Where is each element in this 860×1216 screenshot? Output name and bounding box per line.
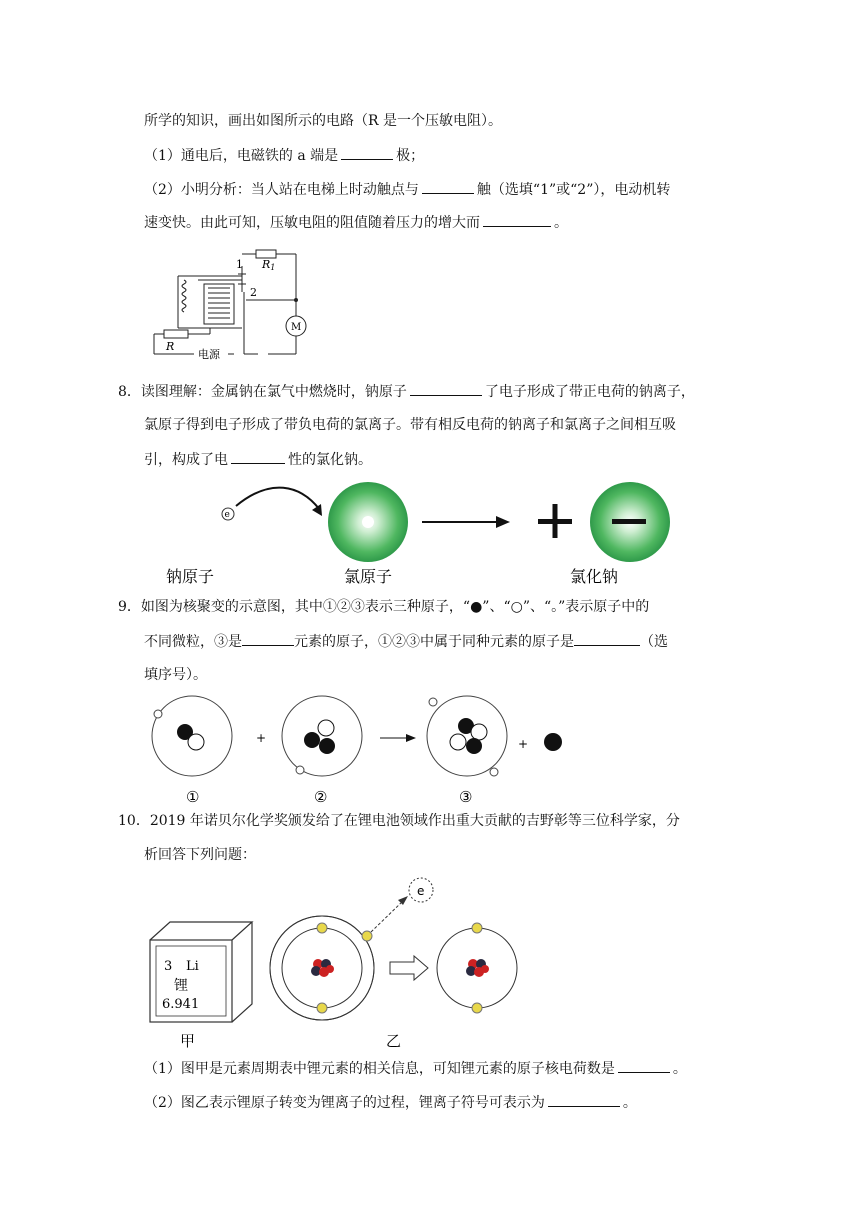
q8-line3-after: 性的氯化钠。 (288, 452, 372, 468)
q8-blank1[interactable] (410, 381, 482, 396)
plus-sign-1: + (256, 731, 267, 745)
q10-line1-text: 2019 年诺贝尔化学奖颁发给了在锂电池领域作出重大贡献的吉野彰等三位科学家，分 (149, 813, 680, 829)
q9-line2-c: （选 (640, 634, 668, 650)
q10-line1 (118, 811, 680, 831)
q8-line1-after: 了电子形成了带正电荷的钠离子， (484, 384, 695, 400)
nucleus-icon (311, 959, 334, 977)
q10-sub2 (144, 1092, 637, 1113)
reaction-arrow-icon (496, 516, 510, 528)
q9-line2-a: 不同微粒，③是 (144, 634, 242, 650)
label-jia: 甲 (180, 1032, 196, 1050)
neutron-icon (544, 733, 562, 751)
label-chlorine-atom: 氯原子 (344, 567, 393, 586)
reaction-arrow-icon (406, 734, 416, 742)
q10-sub1-blank[interactable] (618, 1058, 670, 1073)
q7-sub2-text: （2）小明分析：当人站在电梯上时动触点与 (144, 182, 419, 198)
q7-circuit-diagram (150, 246, 310, 364)
cell-number: 3 (164, 959, 173, 974)
q9-fusion-diagram (146, 690, 576, 806)
label-contact-2: 2 (250, 286, 257, 299)
label-power: 电源 (198, 348, 220, 361)
label-r1: R1 (262, 258, 276, 272)
q8-line1-text: 读图理解：金属钠在氯气中燃烧时，钠原子 (140, 384, 407, 400)
q8-number: 8． (118, 384, 141, 400)
q7-sub1-blank[interactable] (341, 145, 393, 160)
label-atom-3: ③ (459, 788, 473, 806)
nucleus-icon (466, 959, 489, 977)
cell-mass: 6.941 (162, 997, 200, 1012)
q7-sub2 (144, 179, 670, 200)
q8-line3 (144, 449, 372, 470)
label-atom-1: ① (186, 788, 200, 806)
transfer-arrow-icon (236, 488, 320, 510)
q7-sub2-after: 触（选填“1”或“2”），电动机转 (476, 182, 671, 198)
electron-label: e (417, 884, 425, 898)
label-atom-2: ② (314, 788, 328, 806)
q10-lithium-diagram (146, 876, 536, 1051)
q8-line2: 氯原子得到电子形成了带负电荷的氯离子。带有相反电荷的钠离子和氯离子之间相互吸 (144, 417, 676, 433)
q9-line1 (118, 597, 649, 617)
q7-intro: 所学的知识，画出如图所示的电路（R 是一个压敏电阻）。 (144, 113, 502, 129)
electron-icon (317, 923, 327, 933)
label-sodium-atom: 钠原子 (166, 567, 215, 586)
q7-sub2-line2-text: 速变快。由此可知，压敏电阻的阻值随着压力的增大而 (144, 215, 480, 231)
q10-sub1 (144, 1058, 687, 1079)
q7-sub1 (144, 145, 424, 166)
q10-sub1-after: 。 (672, 1061, 687, 1077)
q9-line2 (144, 631, 668, 652)
q7-sub1-text: （1）通电后，电磁铁的 a 端是 (144, 148, 339, 164)
q9-blank1[interactable] (242, 631, 294, 646)
label-yi: 乙 (386, 1032, 402, 1050)
q8-line3-text: 引，构成了电 (144, 452, 228, 468)
q9-line1-text: 如图为核聚变的示意图，其中①②③表示三种原子，“●”、“○”、“。”表示原子中的 (140, 599, 650, 615)
q8-ionic-bond-diagram (160, 482, 690, 592)
q7-sub2-line2-blank[interactable] (483, 212, 551, 227)
q10-line2: 析回答下列问题： (144, 847, 256, 863)
q7-sub2-line2-after: 。 (554, 215, 568, 231)
q9-line2-b: 元素的原子，①②③中属于同种元素的原子是 (294, 634, 574, 650)
q7-sub2-line2 (144, 212, 568, 233)
q8-line1 (118, 381, 695, 402)
cell-symbol: Li (186, 959, 199, 974)
minus-sign-icon (612, 519, 646, 524)
plus-sign-2: + (518, 737, 529, 751)
q10-sub1-text: （1）图甲是元素周期表中锂元素的相关信息，可知锂元素的原子核电荷数是 (144, 1061, 615, 1077)
q8-blank2[interactable] (231, 449, 285, 464)
label-motor: M (291, 322, 302, 333)
q9-line3: 填序号）。 (144, 667, 207, 683)
q10-sub2-blank[interactable] (548, 1092, 620, 1107)
q10-sub2-after: 。 (622, 1095, 637, 1111)
cell-name: 锂 (174, 978, 188, 994)
hollow-arrow-icon (390, 956, 428, 980)
electron-label: e (224, 510, 230, 520)
q10-sub2-text: （2）图乙表示锂原子转变为锂离子的过程，锂离子符号可表示为 (144, 1095, 545, 1111)
label-sodium-chloride: 氯化钠 (570, 567, 619, 586)
label-contact-1: 1 (236, 258, 243, 271)
q7-sub2-blank[interactable] (422, 179, 474, 194)
q9-number: 9． (118, 599, 141, 615)
q7-sub1-after: 极； (396, 148, 425, 164)
label-r: R (166, 340, 175, 353)
q9-blank2[interactable] (574, 631, 640, 646)
q10-number: 10． (118, 813, 150, 829)
